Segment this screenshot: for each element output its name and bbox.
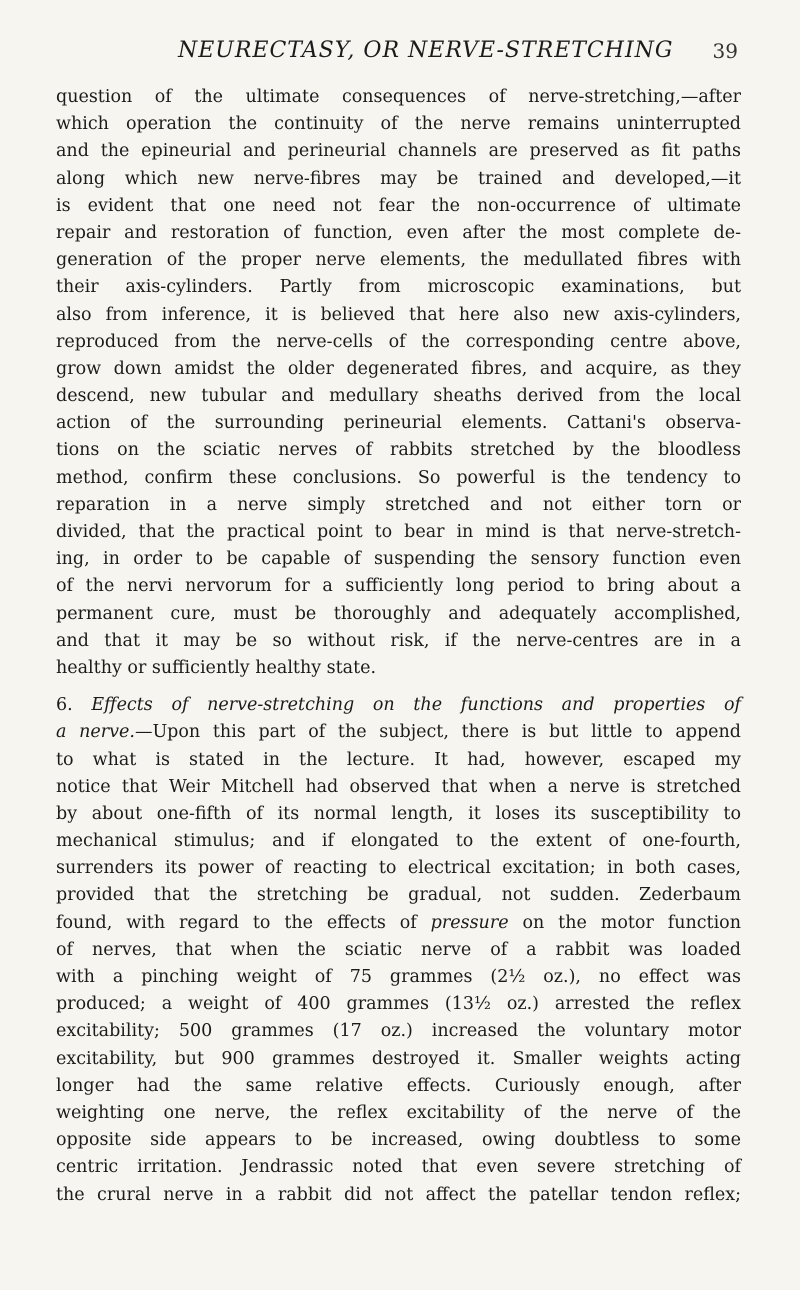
- body-text: [56, 84, 741, 1209]
- section-heading-continued: a nerve.: [56, 722, 135, 743]
- text-line: generation of the proper nerve elements, the medullated fibres with: [56, 250, 741, 271]
- section-number: 6.: [56, 695, 73, 716]
- section-heading: Effects of nerve-stretching on the functions and properties of: [91, 695, 741, 716]
- text-line: by about one-fifth of its normal length, it loses its susceptibility to: [56, 803, 741, 824]
- text-line: mechanical stimulus; and if elongated to the extent of one-fourth,: [56, 831, 741, 852]
- text-line: and that it may be so without risk, if the nerve-centres are in a: [56, 630, 741, 651]
- text-line: provided that the stretching be gradual, not sudden. Zederbaum: [56, 885, 741, 906]
- section-heading-line: [56, 692, 741, 719]
- text-line: their axis-cylinders. Partly from microscopic examinations, but: [56, 277, 741, 298]
- text-line: method, confirm these conclusions. So powerful is the tendency to: [56, 467, 741, 488]
- text-line: surrenders its power of reacting to electrical excitation; in both cases,: [56, 858, 741, 879]
- text-line: grow down amidst the older degenerated fibres, and acquire, as they: [56, 358, 741, 379]
- text-line: along which new nerve-fibres may be trained and developed,—it: [56, 168, 741, 189]
- text-line: and the epineurial and perineurial channels are preserved as fit paths: [56, 141, 741, 162]
- text-line: repair and restoration of function, even after the most complete de-: [56, 222, 741, 243]
- text-line: to what is stated in the lecture. It had, however, escaped my: [56, 749, 741, 770]
- text-line: which operation the continuity of the nerve remains uninterrupted: [56, 114, 741, 135]
- text-line: [56, 719, 741, 746]
- running-head: [0, 38, 800, 68]
- text-line: reproduced from the nerve-cells of the corresponding centre above,: [56, 331, 741, 352]
- text-line: question of the ultimate consequences of nerve-stretching,—after: [56, 87, 741, 107]
- text-line: divided, that the practical point to bear in mind is that nerve-stretch-: [56, 522, 741, 542]
- text-line: of the nervi nervorum for a sufficiently long period to bring about a: [56, 576, 741, 597]
- text-line: is evident that one need not fear the non-occurrence of ultimate: [56, 195, 741, 216]
- paragraph-nerve-repair: [56, 84, 741, 682]
- text-line: [56, 910, 741, 937]
- page-number: 39: [712, 39, 738, 63]
- text-line: centric irritation. Jendrassic noted that even severe stretching of: [56, 1157, 741, 1178]
- text-run: found, with regard to the effects of: [56, 912, 417, 933]
- text-line: with a pinching weight of 75 grammes (2½ oz.), no effect was: [56, 967, 741, 987]
- text-line: produced; a weight of 400 grammes (13½ oz.) arrested the reflex: [56, 994, 741, 1015]
- text-line: also from inference, it is believed that here also new axis-cylinders,: [56, 304, 741, 325]
- text-line: action of the surrounding perineurial elements. Cattani's observa-: [56, 413, 741, 434]
- text-line: excitability, but 900 grammes destroyed it. Smaller weights acting: [56, 1048, 741, 1069]
- text-line: notice that Weir Mitchell had observed that when a nerve is stretched: [56, 776, 741, 797]
- text-line: tions on the sciatic nerves of rabbits stretched by the bloodless: [56, 440, 741, 461]
- text-line: of nerves, that when the sciatic nerve of a rabbit was loaded: [56, 939, 741, 960]
- text-line: descend, new tubular and medullary sheaths derived from the local: [56, 386, 741, 407]
- text-line: weighting one nerve, the reflex excitability of the nerve of the: [56, 1102, 741, 1123]
- text-line: ing, in order to be capable of suspending the sensory function even: [56, 549, 741, 570]
- text-run: —Upon this part of the subject, there is but little to append: [134, 722, 741, 743]
- text-line: excitability; 500 grammes (17 oz.) increased the voluntary motor: [56, 1021, 741, 1042]
- section-6-effects-of-stretching: [56, 692, 741, 1209]
- text-line: permanent cure, must be thoroughly and adequately accomplished,: [56, 603, 741, 624]
- italic-term: pressure: [430, 912, 509, 933]
- text-line: the crural nerve in a rabbit did not affect the patellar tendon reflex;: [56, 1184, 741, 1205]
- text-line: healthy or sufficiently healthy state.: [56, 657, 377, 678]
- text-line: reparation in a nerve simply stretched and not either torn or: [56, 494, 741, 515]
- text-line: longer had the same relative effects. Curiously enough, after: [56, 1075, 741, 1096]
- text-line: opposite side appears to be increased, owing doubtless to some: [56, 1130, 741, 1151]
- running-title: NEURECTASY, OR NERVE-STRETCHING: [178, 38, 674, 63]
- text-run: on the motor function: [522, 912, 741, 933]
